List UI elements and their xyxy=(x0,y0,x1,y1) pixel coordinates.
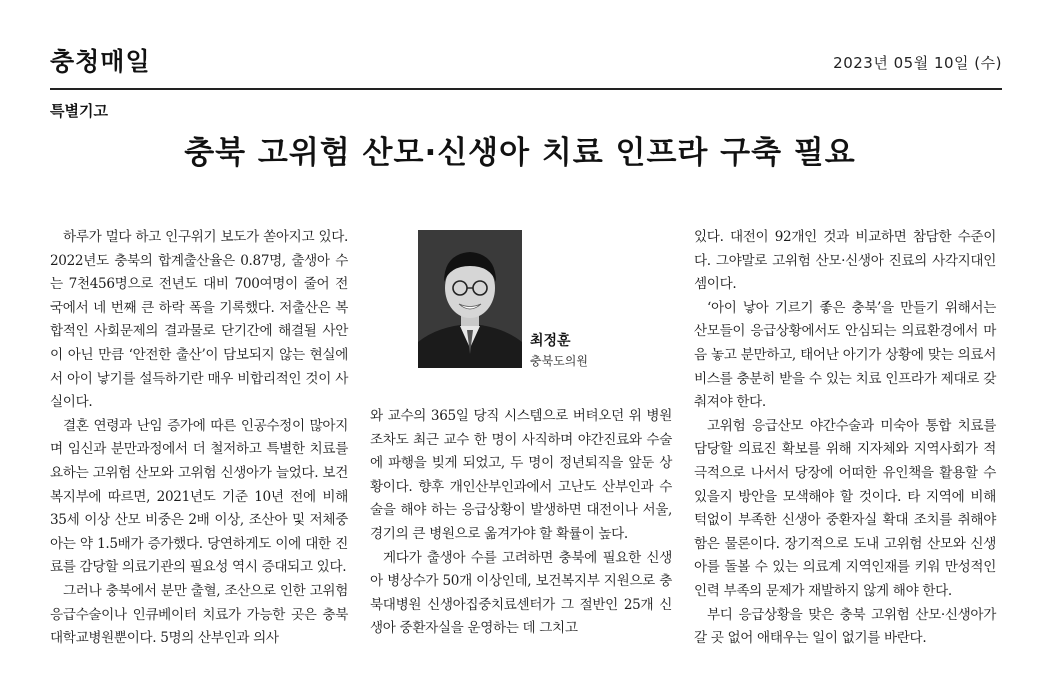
publication-date: 2023년 05월 10일 (수) xyxy=(833,54,1002,72)
header-divider xyxy=(50,88,1002,90)
byline-block xyxy=(418,230,668,370)
author-name: 최정훈 xyxy=(530,333,571,349)
paragraph: 하루가 멀다 하고 인구위기 보도가 쏟아지고 있다. 2022년도 충북의 합계출산율은 0.87명, 출생아 수는 7천456명으로 전년도 대비 700여명이 줄어 전국에서 네 번째 큰 하락 폭을 기록했다. 저출산은 복합적인 사회문제의 결과물로 단기간에 해결될 사안이 아닌 만큼 ‘안전한 출산’이 담보되지 않는 현실에서 아이 낳기를 설득하기란 매우 비합리적인 것이 사실이다. xyxy=(50,229,348,411)
article-column-3 xyxy=(694,226,996,651)
newspaper-masthead: 충청매일 xyxy=(50,47,151,76)
paragraph: 게다가 출생아 수를 고려하면 충북에 필요한 신생아 병상수가 50개 이상인데, 보건복지부 지원으로 충북대병원 신생아집중치료센터가 그 절반인 25개 신생아 중환자실을 운영하는 데 그치고 xyxy=(370,549,672,637)
paragraph: 결혼 연령과 난임 증가에 따른 인공수정이 많아지며 임신과 분만과정에서 더 철저하고 특별한 치료를 요하는 고위험 산모와 고위험 신생아가 늘었다. 보건복지부에 따르면, 2021년도 기준 10년 전에 비해 35세 이상 산모 비중은 2배 이상, 조산아 및 저체중아는 약 1.5배가 증가했다. 당연하게도 이에 대한 진료를 감당할 의료기관의 필요성 역시 증대되고 있다. xyxy=(50,417,348,576)
paragraph: 있다. 대전이 92개인 것과 비교하면 참담한 수준이다. 그야말로 고위험 산모·신생아 진료의 사각지대인 셈이다. xyxy=(694,229,996,293)
author-title: 충북도의원 xyxy=(530,354,588,368)
paragraph: 부디 응급상황을 맞은 충북 고위험 산모·신생아가 갈 곳 없어 애태우는 일이 없기를 바란다. xyxy=(694,606,996,647)
section-label: 특별기고 xyxy=(50,102,108,120)
paragraph: ‘아이 낳아 기르기 좋은 충북’을 만들기 위해서는 산모들이 응급상황에서도 안심되는 의료환경에서 마음 놓고 분만하고, 태어난 아기가 상황에 맞는 의료서비스를 충분히 받을 수 있는 치료 인프라가 제대로 갖춰져야 한다. xyxy=(694,299,996,411)
article-column-1 xyxy=(50,226,348,651)
article-headline: 충북 고위험 산모·신생아 치료 인프라 구축 필요 xyxy=(184,135,856,171)
paragraph: 고위험 응급산모 야간수술과 미숙아 통합 치료를 담당할 의료진 확보를 위해 지자체와 지역사회가 적극적으로 나서서 당장에 어떠한 유인책을 활용할 수 있을지 방안을 모색해야 할 것이다. 타 지역에 비해 턱없이 부족한 신생아 중환자실 확대 조치를 취해야 함은 물론이다. 장기적으로 도내 고위험 산모와 신생아를 돌볼 수 있는 의료계 지역인재를 키워 만성적인 인력 부족의 문제가 재발하지 않게 해야 한다. xyxy=(694,417,996,599)
paragraph: 와 교수의 365일 당직 시스템으로 버텨오던 위 병원조차도 최근 교수 한 명이 사직하며 야간진료와 수술에 파행을 빚게 되었고, 두 명이 정년퇴직을 앞둔 상황이다. 향후 개인산부인과에서 고난도 산부인과 수술을 해야 하는 응급상황이 발생하면 대전이나 서울, 경기의 큰 병원으로 옮겨가야 할 확률이 높다. xyxy=(370,408,672,542)
article-column-2 xyxy=(370,405,672,641)
paragraph: 그러나 충북에서 분만 출혈, 조산으로 인한 고위험 응급수술이나 인큐베이터 치료가 가능한 곳은 충북대학교병원뿐이다. 5명의 산부인과 의사 xyxy=(50,582,348,647)
author-photo xyxy=(418,230,522,368)
